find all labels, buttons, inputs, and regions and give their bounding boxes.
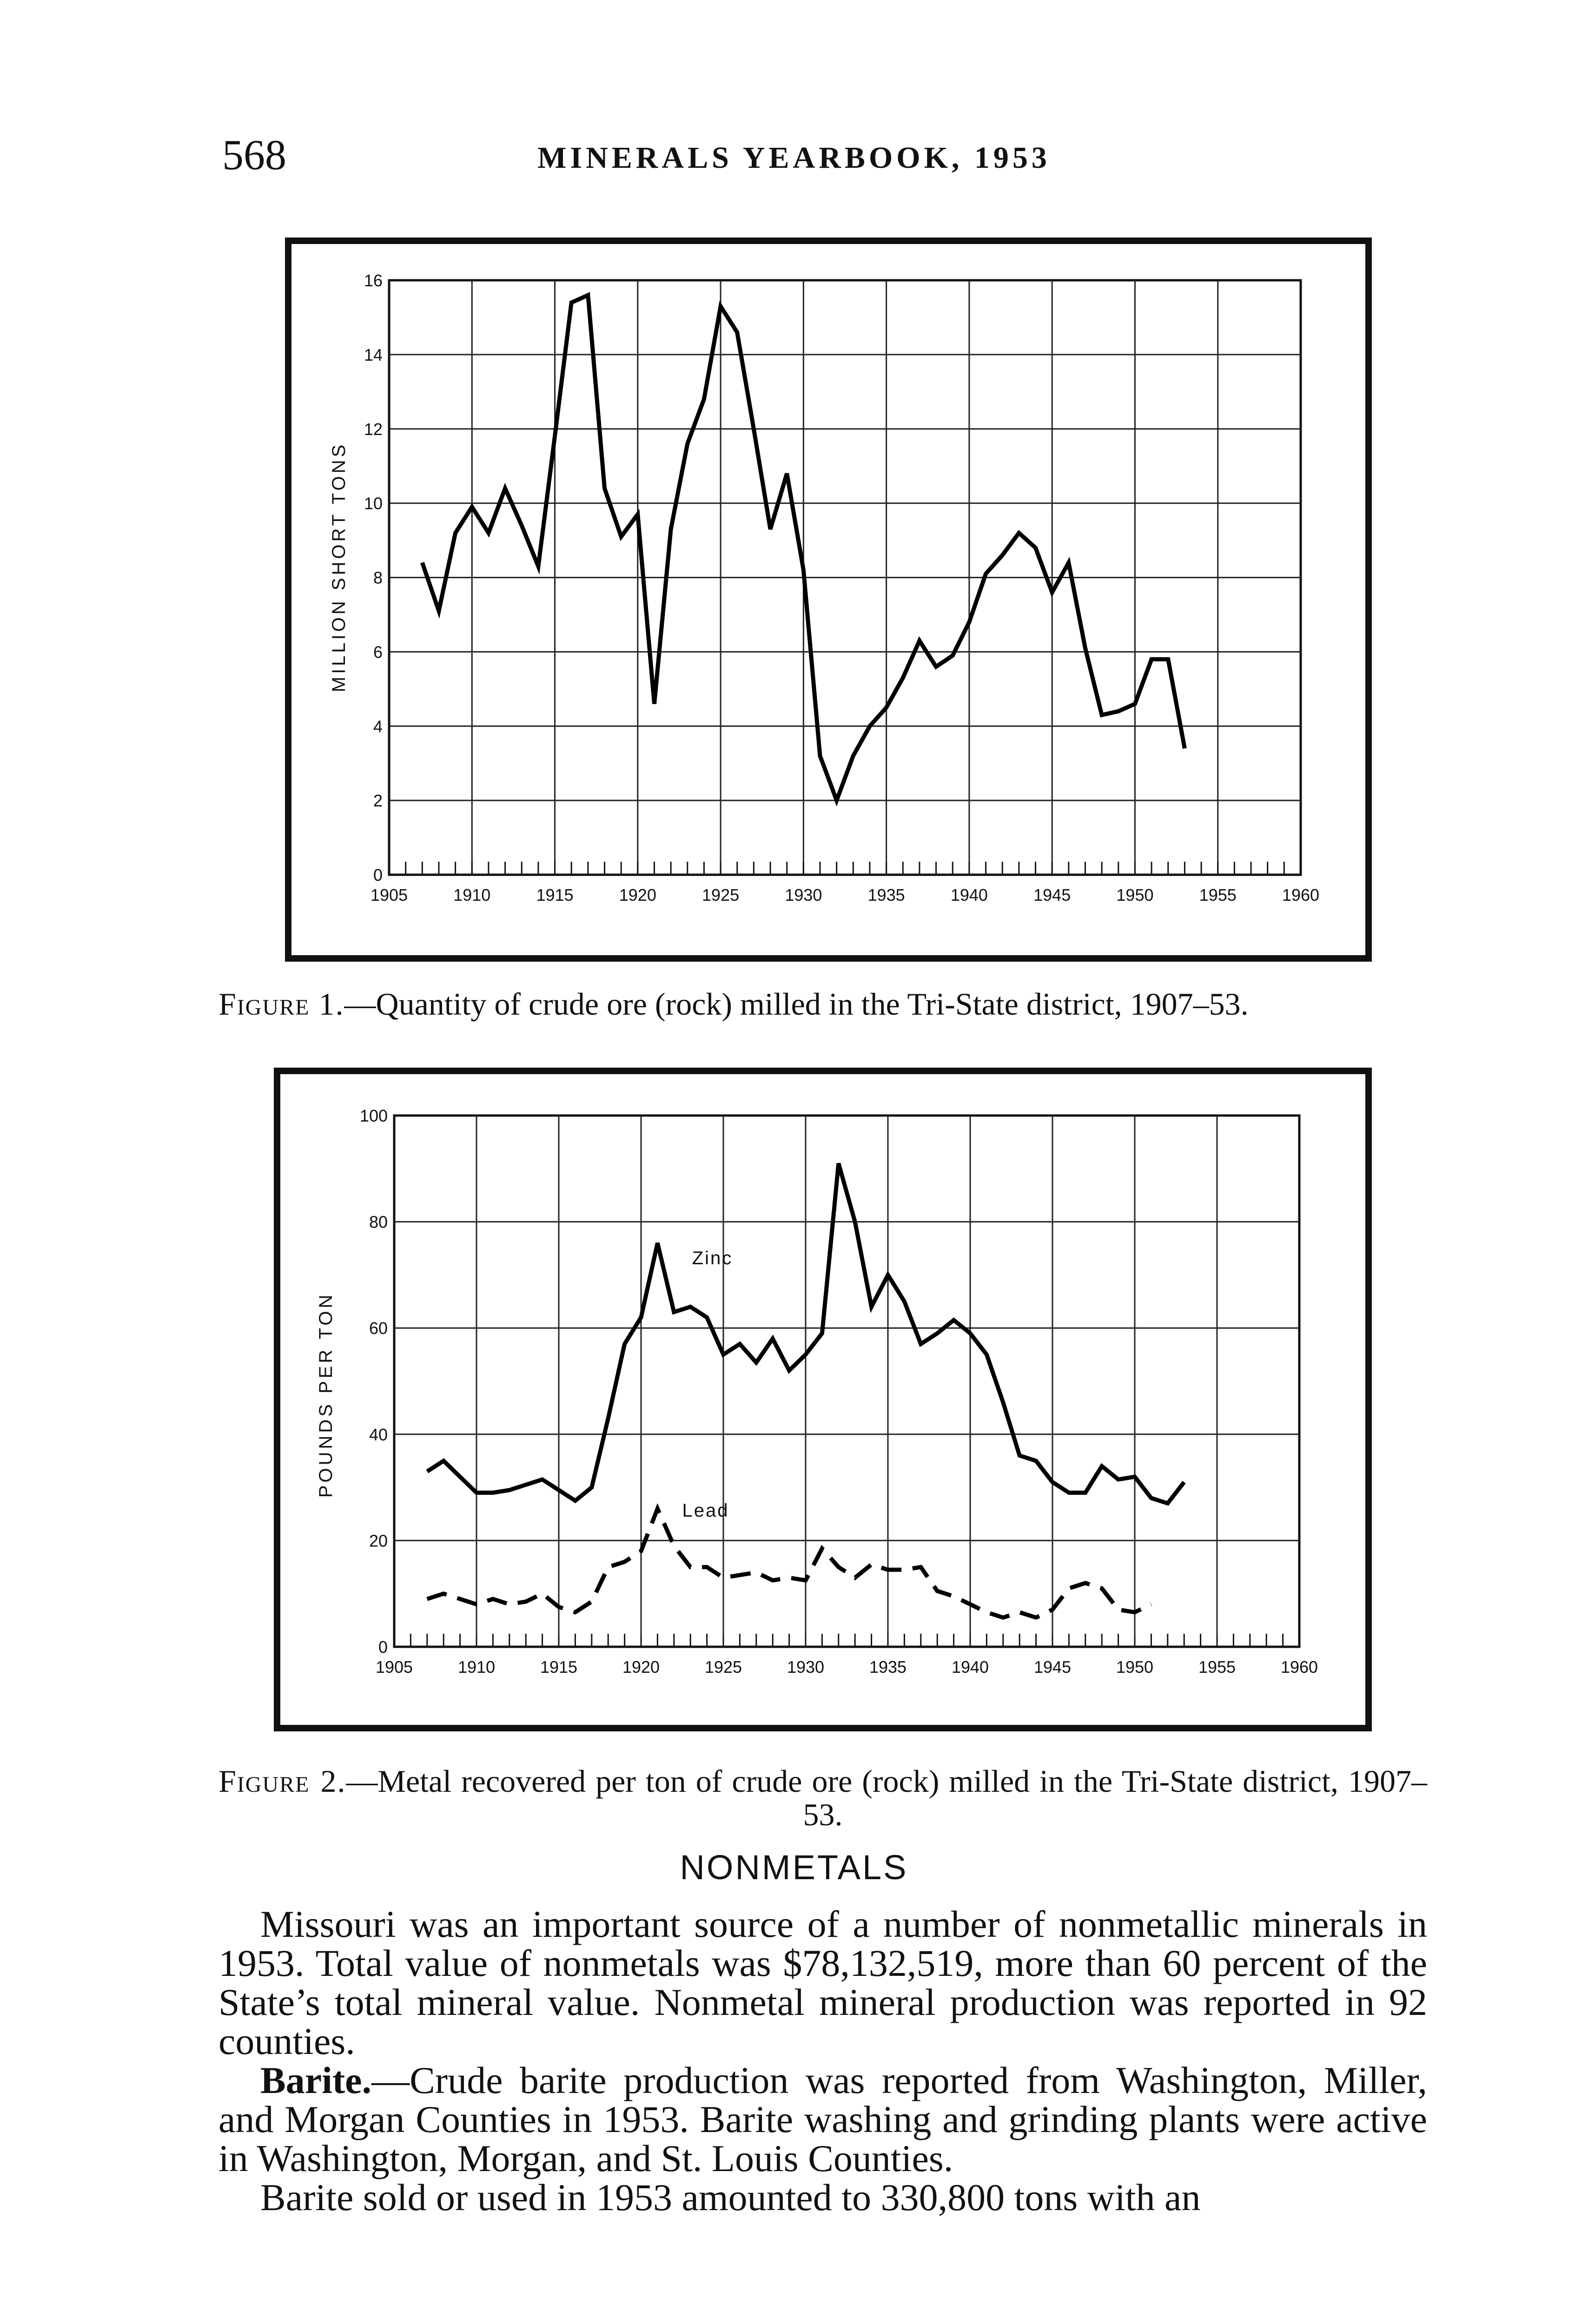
x-tick-label: 1940 [950, 885, 988, 905]
x-tick-label: 1925 [704, 1657, 742, 1677]
y-tick-label: 0 [378, 1637, 388, 1657]
y-tick-label: 4 [373, 717, 383, 736]
paragraph-barite-sold: Barite sold or used in 1953 amounted to 330,800 tons with an [260, 2176, 1201, 2218]
figure-2-frame [277, 1071, 1369, 1728]
x-tick-label: 1950 [1116, 885, 1154, 905]
figure-1-ylabel: MILLION SHORT TONS [329, 442, 349, 693]
y-tick-label: 100 [359, 1106, 388, 1125]
figure-1-label: Figure 1. [218, 986, 344, 1022]
figure-1-frame [288, 241, 1369, 958]
y-tick-label: 10 [364, 494, 383, 513]
y-tick-label: 14 [364, 345, 383, 364]
x-tick-label: 1955 [1199, 885, 1237, 905]
figure-1-svg [285, 237, 1372, 962]
barite-text: —Crude barite production was reported from Washington, Miller, and Morgan Counties in 1953. Barite washing and grinding plants were active in Washington, Morgan, and St. Louis Counties. [218, 2059, 1427, 2179]
x-tick-label: 1925 [702, 885, 740, 905]
x-tick-label: 1935 [867, 885, 905, 905]
x-tick-label: 1945 [1033, 885, 1071, 905]
x-tick-label: 1960 [1282, 885, 1320, 905]
y-tick-label: 60 [369, 1319, 388, 1338]
x-tick-label: 1915 [540, 1657, 578, 1677]
x-tick-label: 1935 [869, 1657, 907, 1677]
barite-heading: Barite. [260, 2059, 372, 2101]
series-label-lead: Lead [682, 1500, 729, 1521]
y-tick-label: 16 [364, 271, 383, 290]
series-label-zinc: Zinc [692, 1248, 733, 1269]
figure-2-svg [273, 1067, 1372, 1732]
figure-2-chart [273, 1067, 1372, 1732]
x-tick-label: 1905 [370, 885, 408, 905]
y-tick-label: 6 [373, 642, 383, 662]
y-tick-label: 20 [369, 1531, 388, 1551]
x-tick-label: 1955 [1198, 1657, 1236, 1677]
y-tick-label: 40 [369, 1425, 388, 1444]
y-tick-label: 8 [373, 568, 383, 588]
x-tick-label: 1905 [375, 1657, 413, 1677]
x-tick-label: 1920 [619, 885, 656, 905]
figure-1-caption [218, 987, 1427, 1021]
paragraph-barite [218, 2061, 1427, 2178]
figure-1-caption-text: —Quantity of crude ore (rock) milled in the Tri-State district, 1907–53. [344, 986, 1249, 1022]
figure-2-caption [218, 1764, 1427, 1831]
y-tick-label: 2 [373, 791, 383, 811]
x-tick-label: 1960 [1280, 1657, 1318, 1677]
page-number: 568 [222, 131, 286, 178]
y-tick-label: 80 [369, 1212, 388, 1232]
figure-2-label: Figure 2. [218, 1763, 346, 1799]
x-tick-label: 1950 [1116, 1657, 1154, 1677]
paragraph-nonmetals: Missouri was an important source of a number of nonmetallic minerals in 1953. Total value of nonmetals was $78,132,519, more than 60 percent of the State’s total mineral value. Nonmetal mineral production was reported in 92 counties. [218, 1903, 1427, 2062]
figure-2-ylabel: POUNDS PER TON [316, 1292, 336, 1498]
x-tick-label: 1910 [453, 885, 491, 905]
figure-1-chart [285, 237, 1372, 962]
x-tick-label: 1930 [787, 1657, 825, 1677]
y-tick-label: 12 [364, 419, 383, 439]
x-tick-label: 1915 [536, 885, 574, 905]
body-text [218, 1905, 1427, 2217]
x-tick-label: 1930 [785, 885, 822, 905]
x-tick-label: 1920 [622, 1657, 660, 1677]
y-tick-label: 0 [373, 865, 383, 885]
series-line-lead [427, 1509, 1151, 1618]
x-tick-label: 1940 [951, 1657, 989, 1677]
section-title: NONMETALS [680, 1848, 908, 1887]
figure-2-caption-text: —Metal recovered per ton of crude ore (rock) milled in the Tri-State district, 1907–53. [346, 1763, 1427, 1832]
running-title: MINERALS YEARBOOK, 1953 [537, 141, 1051, 175]
x-tick-label: 1910 [457, 1657, 496, 1677]
x-tick-label: 1945 [1033, 1657, 1072, 1677]
